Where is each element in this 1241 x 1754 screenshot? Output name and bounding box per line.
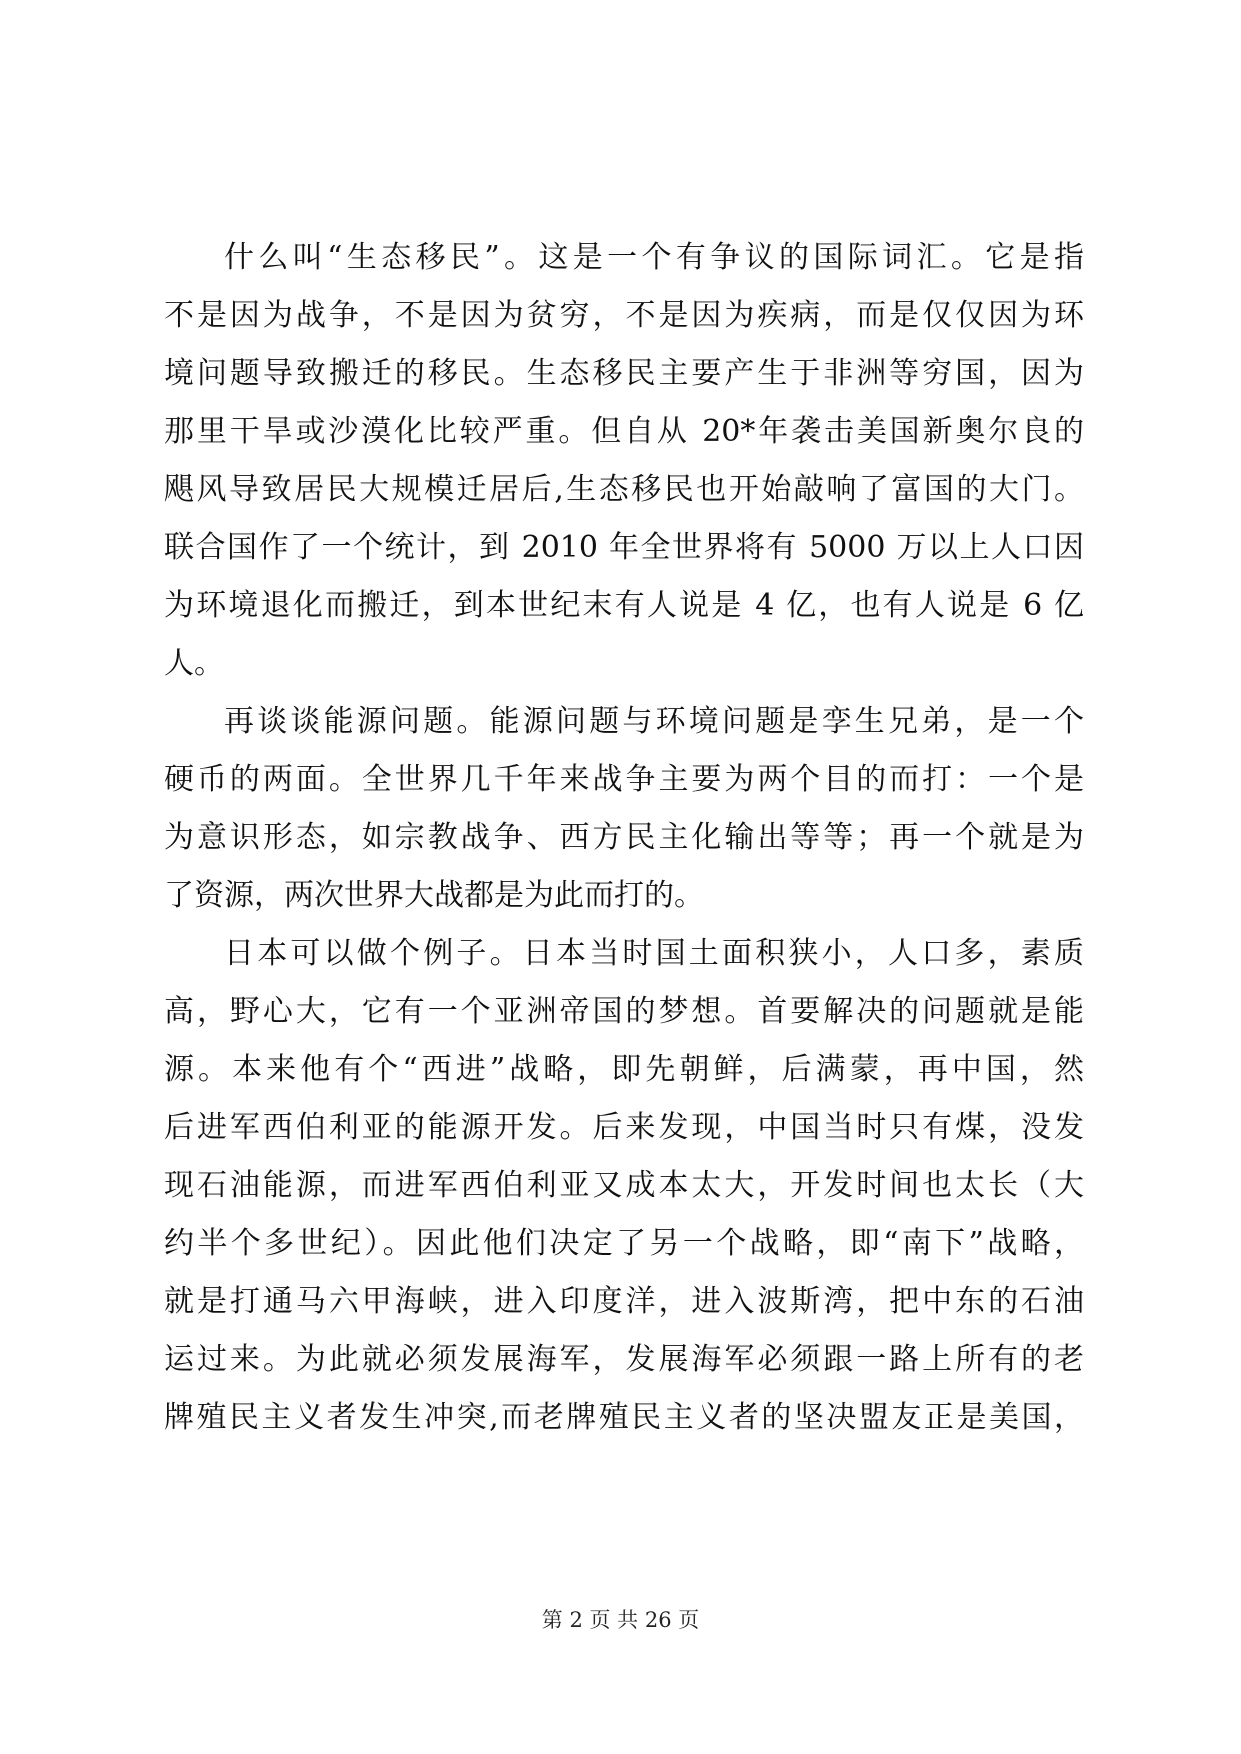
paragraph-energy-problem <box>164 693 1084 925</box>
text-line: 那里干旱或沙漠化比较严重。但自从 20*年袭击美国新奥尔良的 <box>164 414 1084 449</box>
text-line: 什么叫“生态移民”。这是一个有争议的国际词汇。它是指 <box>224 240 1084 275</box>
paragraph-ecological-migration <box>164 229 1084 693</box>
text-line: 再谈谈能源问题。能源问题与环境问题是孪生兄弟，是一个 <box>224 704 1084 739</box>
text-line: 约半个多世纪）。因此他们决定了另一个战略，即“南下”战略， <box>164 1226 1084 1261</box>
body-text <box>164 229 1084 1447</box>
text-line: 现石油能源，而进军西伯利亚又成本太大，开发时间也太长（大 <box>164 1168 1084 1203</box>
text-line: 飓风导致居民大规模迁居后,生态移民也开始敲响了富国的大门。 <box>164 472 1084 507</box>
text-line: 源。本来他有个“西进”战略，即先朝鲜，后满蒙，再中国，然 <box>164 1052 1084 1087</box>
text-line: 日本可以做个例子。日本当时国土面积狭小，人口多，素质 <box>224 936 1084 971</box>
text-line: 了资源，两次世界大战都是为此而打的。 <box>164 878 704 913</box>
text-line: 后进军西伯利亚的能源开发。后来发现，中国当时只有煤，没发 <box>164 1110 1084 1145</box>
text-line: 境问题导致搬迁的移民。生态移民主要产生于非洲等穷国，因为 <box>164 356 1084 391</box>
text-line: 牌殖民主义者发生冲突,而老牌殖民主义者的坚决盟友正是美国， <box>164 1400 1084 1435</box>
text-line: 高，野心大，它有一个亚洲帝国的梦想。首要解决的问题就是能 <box>164 994 1084 1029</box>
text-line: 联合国作了一个统计，到 2010 年全世界将有 5000 万以上人口因 <box>164 530 1084 565</box>
text-line: 运过来。为此就必须发展海军，发展海军必须跟一路上所有的老 <box>164 1342 1084 1377</box>
text-line: 为环境退化而搬迁，到本世纪末有人说是 4 亿，也有人说是 6 亿 <box>164 588 1084 623</box>
text-line: 不是因为战争，不是因为贫穷，不是因为疾病，而是仅仅因为环 <box>164 298 1084 333</box>
text-line: 人。 <box>164 646 224 681</box>
page-footer <box>0 1605 1241 1635</box>
page-number: 第 2 页 共 26 页 <box>541 1608 700 1632</box>
text-line: 为意识形态，如宗教战争、西方民主化输出等等；再一个就是为 <box>164 820 1084 855</box>
text-line: 硬币的两面。全世界几千年来战争主要为两个目的而打：一个是 <box>164 762 1084 797</box>
text-line: 就是打通马六甲海峡，进入印度洋，进入波斯湾，把中东的石油 <box>164 1284 1084 1319</box>
paragraph-japan-example <box>164 925 1084 1447</box>
